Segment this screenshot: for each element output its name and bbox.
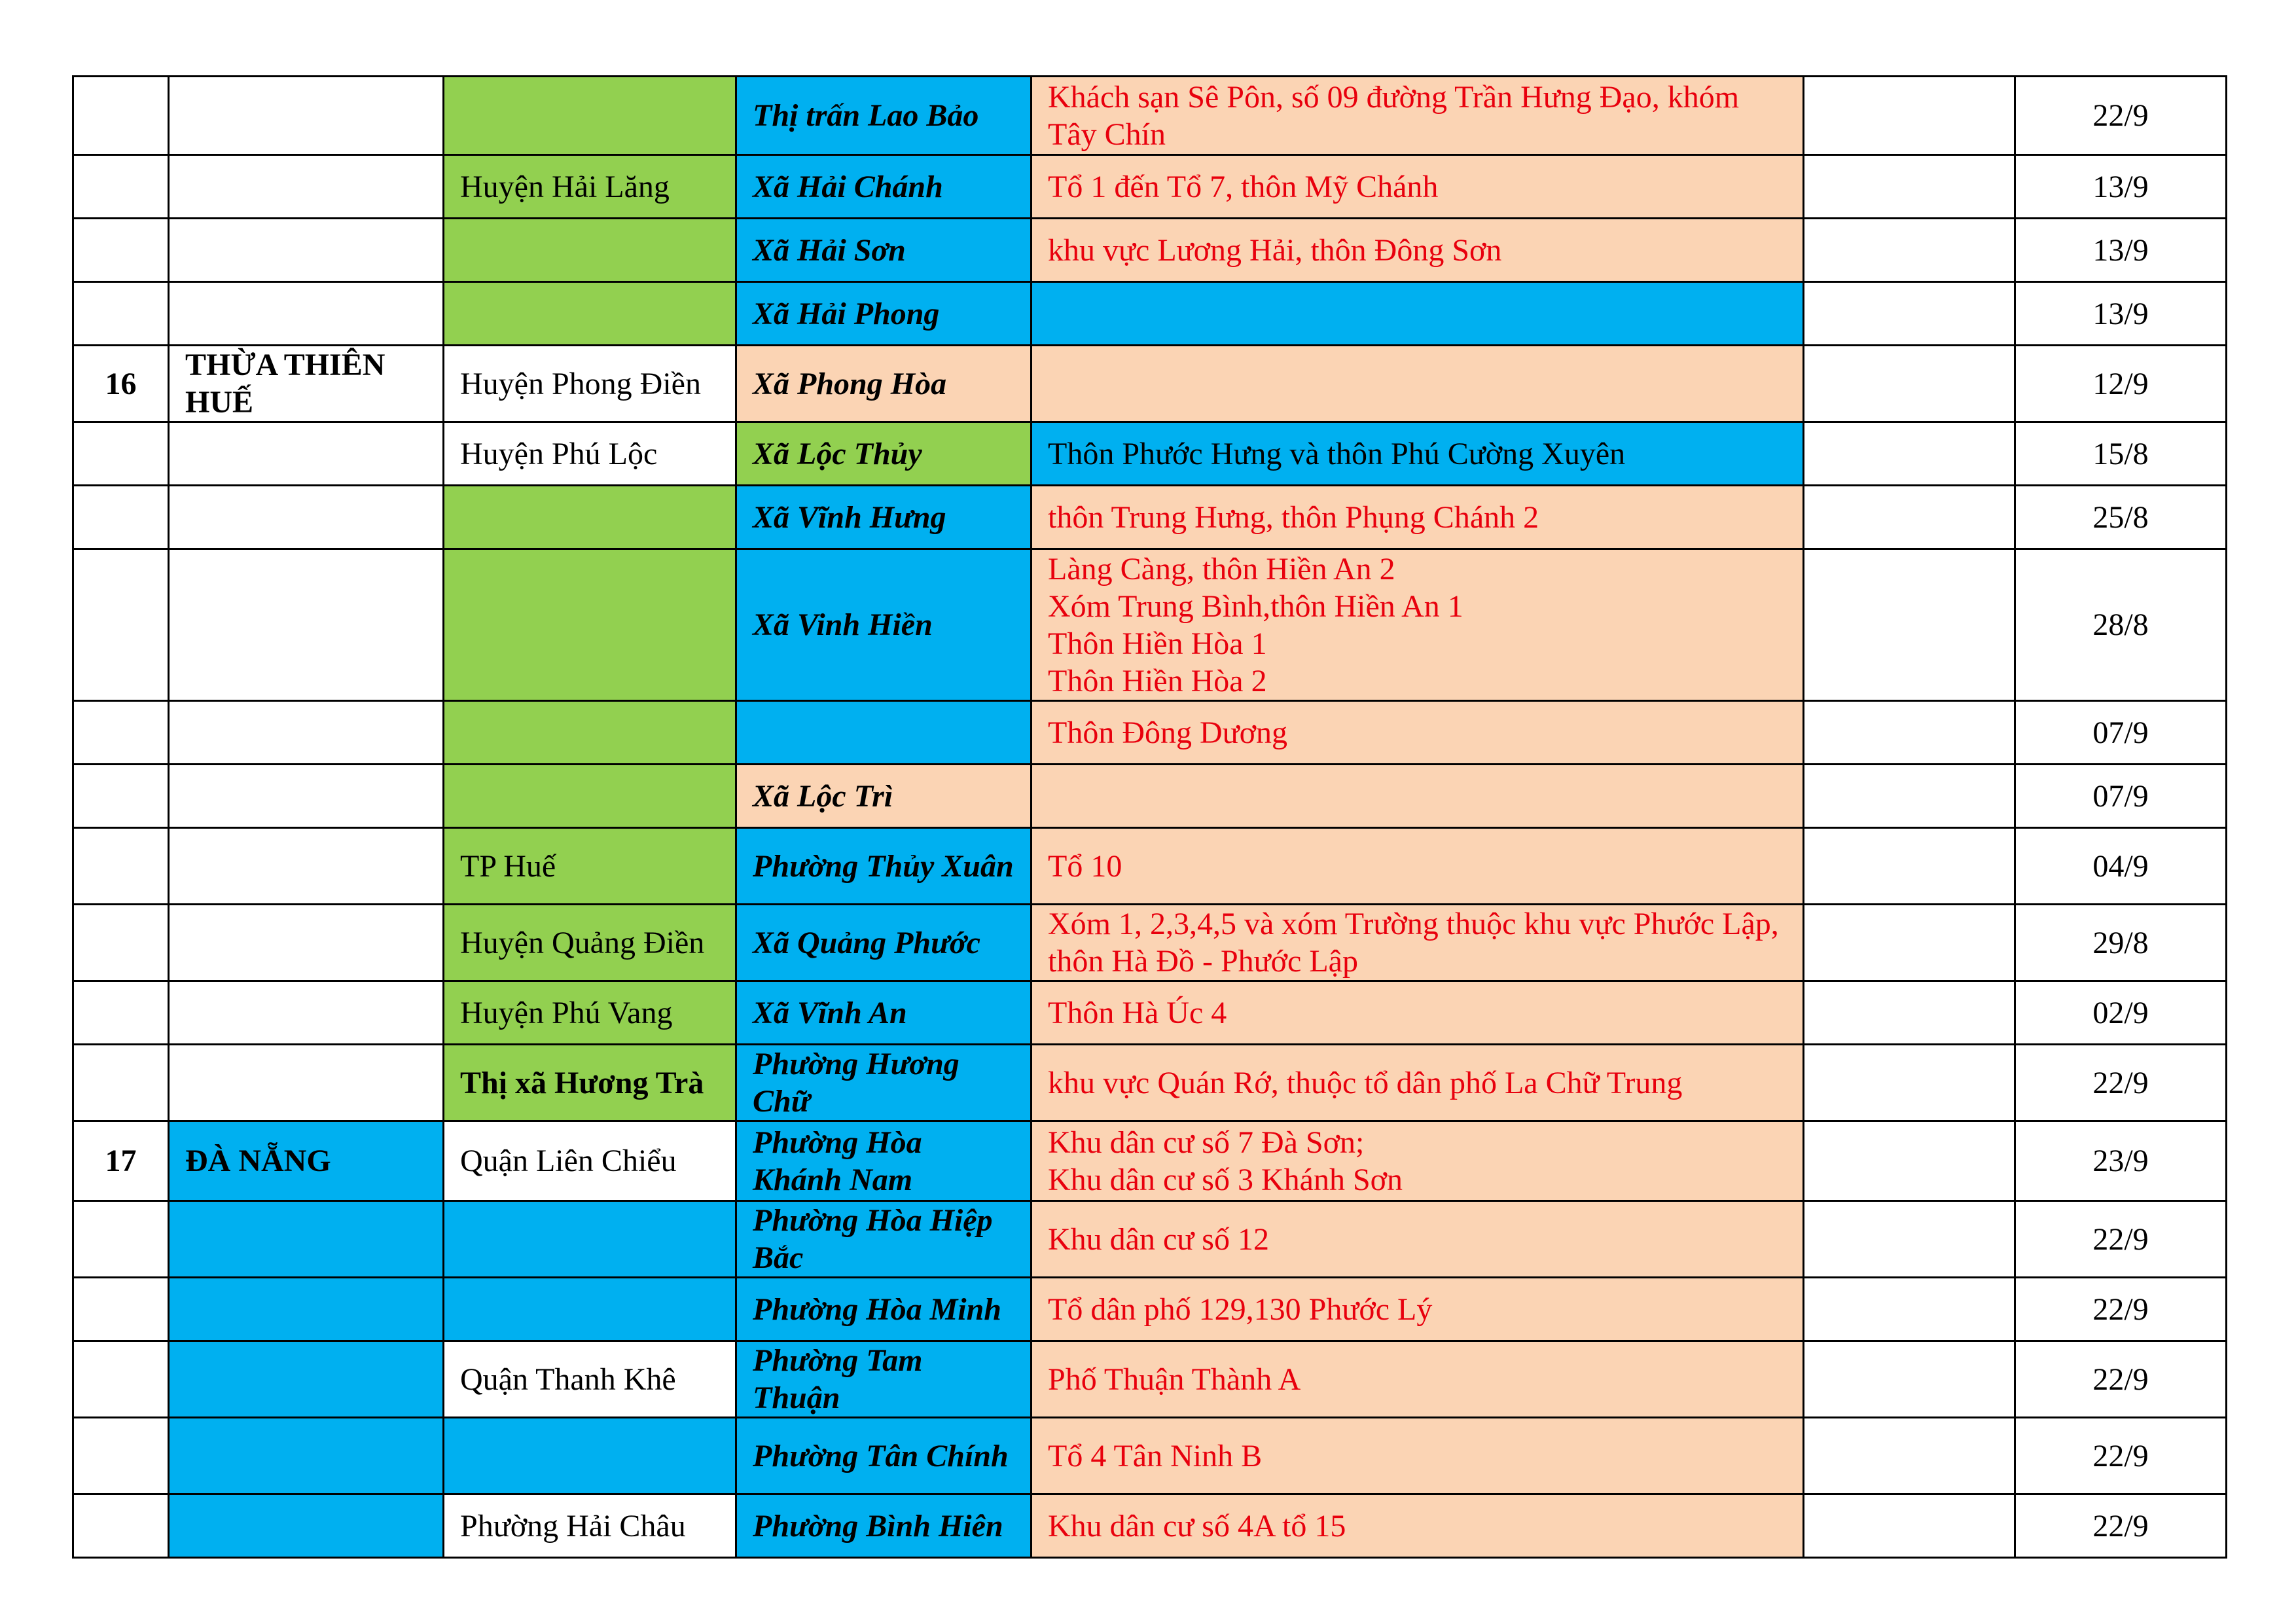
ward-cell: Xã Hải Chánh [736,155,1031,219]
row-number [73,828,169,905]
row-number [73,701,169,765]
province-cell [169,282,444,346]
date-cell: 25/8 [2015,486,2227,549]
ward-cell: Xã Vĩnh An [736,981,1031,1045]
row-number [73,905,169,981]
outbreak-location-table [72,75,2227,1559]
district-cell [444,1201,736,1278]
date-cell: 13/9 [2015,219,2227,282]
province-cell: ĐÀ NẴNG [169,1121,444,1201]
row-number: 16 [73,346,169,422]
date-cell: 07/9 [2015,765,2227,828]
blank-cell [1804,701,2015,765]
blank-cell [1804,1121,2015,1201]
table-row [73,549,2227,701]
location-cell: Tổ 4 Tân Ninh B [1031,1418,1804,1494]
province-cell [169,1278,444,1341]
blank-cell [1804,1341,2015,1418]
blank-cell [1804,486,2015,549]
province-cell [169,1341,444,1418]
province-cell [169,1418,444,1494]
date-cell: 07/9 [2015,701,2227,765]
blank-cell [1804,422,2015,486]
province-cell [169,981,444,1045]
row-number [73,1045,169,1121]
date-cell: 22/9 [2015,1278,2227,1341]
district-cell [444,486,736,549]
district-cell: Huyện Phong Điền [444,346,736,422]
blank-cell [1804,77,2015,155]
table-row [73,1341,2227,1418]
blank-cell [1804,981,2015,1045]
blank-cell [1804,905,2015,981]
blank-cell [1804,282,2015,346]
location-cell: Thôn Phước Hưng và thôn Phú Cường Xuyên [1031,422,1804,486]
district-cell [444,219,736,282]
row-number [73,1201,169,1278]
table-row [73,765,2227,828]
table-row [73,1418,2227,1494]
location-cell: khu vực Quán Rớ, thuộc tổ dân phố La Chữ Trung [1031,1045,1804,1121]
blank-cell [1804,155,2015,219]
province-cell: THỪA THIÊN HUẾ [169,346,444,422]
ward-cell: Phường Thủy Xuân [736,828,1031,905]
province-cell [169,1494,444,1558]
table-row [73,905,2227,981]
date-cell: 22/9 [2015,1201,2227,1278]
table-row [73,282,2227,346]
location-cell: Khu dân cư số 7 Đà Sơn; Khu dân cư số 3 Khánh Sơn [1031,1121,1804,1201]
row-number [73,77,169,155]
district-cell: TP Huế [444,828,736,905]
date-cell: 23/9 [2015,1121,2227,1201]
district-cell: Phường Hải Châu [444,1494,736,1558]
ward-cell: Phường Bình Hiên [736,1494,1031,1558]
location-cell: Khu dân cư số 4A tổ 15 [1031,1494,1804,1558]
district-cell: Huyện Phú Vang [444,981,736,1045]
blank-cell [1804,346,2015,422]
district-cell [444,701,736,765]
date-cell: 15/8 [2015,422,2227,486]
row-number [73,422,169,486]
province-cell [169,77,444,155]
table-row [73,346,2227,422]
ward-cell: Phường Hòa Hiệp Bắc [736,1201,1031,1278]
district-cell [444,1418,736,1494]
ward-cell: Xã Quảng Phước [736,905,1031,981]
row-number [73,765,169,828]
district-cell: Quận Thanh Khê [444,1341,736,1418]
row-number [73,486,169,549]
date-cell: 02/9 [2015,981,2227,1045]
row-number [73,282,169,346]
ward-cell: Phường Tam Thuận [736,1341,1031,1418]
location-cell: Tổ 1 đến Tổ 7, thôn Mỹ Chánh [1031,155,1804,219]
blank-cell [1804,1418,2015,1494]
location-cell: Phố Thuận Thành A [1031,1341,1804,1418]
table-body [73,77,2227,1558]
ward-cell: Phường Tân Chính [736,1418,1031,1494]
blank-cell [1804,1045,2015,1121]
table-row [73,77,2227,155]
table-row [73,1494,2227,1558]
province-cell [169,422,444,486]
location-cell [1031,282,1804,346]
location-cell: Xóm 1, 2,3,4,5 và xóm Trường thuộc khu vực Phước Lập, thôn Hà Đồ - Phước Lập [1031,905,1804,981]
province-cell [169,1045,444,1121]
blank-cell [1804,219,2015,282]
row-number: 17 [73,1121,169,1201]
table-row [73,1278,2227,1341]
ward-cell: Xã Vinh Hiền [736,549,1031,701]
blank-cell [1804,765,2015,828]
district-cell: Huyện Hải Lăng [444,155,736,219]
row-number [73,155,169,219]
table-row [73,701,2227,765]
province-cell [169,155,444,219]
location-cell: Thôn Đông Dương [1031,701,1804,765]
district-cell [444,549,736,701]
province-cell [169,765,444,828]
table-row [73,422,2227,486]
location-cell: khu vực Lương Hải, thôn Đông Sơn [1031,219,1804,282]
row-number [73,549,169,701]
ward-cell: Xã Vĩnh Hưng [736,486,1031,549]
date-cell: 12/9 [2015,346,2227,422]
row-number [73,1494,169,1558]
location-cell: thôn Trung Hưng, thôn Phụng Chánh 2 [1031,486,1804,549]
blank-cell [1804,828,2015,905]
district-cell: Thị xã Hương Trà [444,1045,736,1121]
district-cell [444,1278,736,1341]
date-cell: 13/9 [2015,155,2227,219]
location-cell: Khách sạn Sê Pôn, số 09 đường Trần Hưng Đạo, khóm Tây Chín [1031,77,1804,155]
row-number [73,1418,169,1494]
district-cell: Quận Liên Chiểu [444,1121,736,1201]
ward-cell: Xã Lộc Thủy [736,422,1031,486]
date-cell: 22/9 [2015,1418,2227,1494]
blank-cell [1804,1494,2015,1558]
ward-cell: Xã Lộc Trì [736,765,1031,828]
location-cell [1031,346,1804,422]
district-cell [444,77,736,155]
blank-cell [1804,549,2015,701]
date-cell: 13/9 [2015,282,2227,346]
blank-cell [1804,1201,2015,1278]
date-cell: 22/9 [2015,1045,2227,1121]
row-number [73,219,169,282]
row-number [73,1341,169,1418]
district-cell [444,282,736,346]
district-cell: Huyện Quảng Điền [444,905,736,981]
ward-cell: Phường Hương Chữ [736,1045,1031,1121]
date-cell: 22/9 [2015,77,2227,155]
date-cell: 22/9 [2015,1494,2227,1558]
ward-cell: Xã Hải Phong [736,282,1031,346]
province-cell [169,1201,444,1278]
table-row [73,219,2227,282]
date-cell: 29/8 [2015,905,2227,981]
location-cell: Khu dân cư số 12 [1031,1201,1804,1278]
location-cell [1031,765,1804,828]
district-cell: Huyện Phú Lộc [444,422,736,486]
province-cell [169,486,444,549]
row-number [73,981,169,1045]
table-row [73,155,2227,219]
ward-cell: Xã Phong Hòa [736,346,1031,422]
date-cell: 22/9 [2015,1341,2227,1418]
location-cell: Làng Càng, thôn Hiền An 2 Xóm Trung Bình,thôn Hiền An 1 Thôn Hiền Hòa 1 Thôn Hiền Hòa 2 [1031,549,1804,701]
table-row [73,486,2227,549]
ward-cell: Phường Hòa Minh [736,1278,1031,1341]
location-cell: Tổ 10 [1031,828,1804,905]
province-cell [169,701,444,765]
province-cell [169,549,444,701]
table-row [73,1201,2227,1278]
table-row [73,981,2227,1045]
location-cell: Tổ dân phố 129,130 Phước Lý [1031,1278,1804,1341]
table-row [73,1121,2227,1201]
province-cell [169,905,444,981]
province-cell [169,219,444,282]
table-row [73,828,2227,905]
row-number [73,1278,169,1341]
blank-cell [1804,1278,2015,1341]
location-cell: Thôn Hà Úc 4 [1031,981,1804,1045]
ward-cell: Thị trấn Lao Bảo [736,77,1031,155]
ward-cell [736,701,1031,765]
date-cell: 04/9 [2015,828,2227,905]
date-cell: 28/8 [2015,549,2227,701]
table-row [73,1045,2227,1121]
ward-cell: Phường Hòa Khánh Nam [736,1121,1031,1201]
district-cell [444,765,736,828]
ward-cell: Xã Hải Sơn [736,219,1031,282]
province-cell [169,828,444,905]
